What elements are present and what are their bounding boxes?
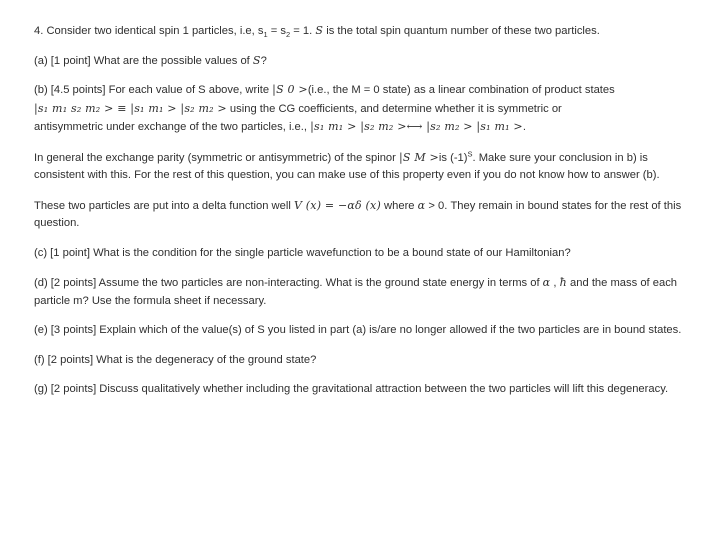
- alpha-symbol: α: [417, 198, 426, 212]
- hbar-symbol: ħ: [559, 276, 567, 289]
- part-b-text: antisymmetric under exchange of the two particles, i.e.,: [34, 121, 311, 133]
- part-d-text: and the mass of each particle m? Use the formula sheet if necessary.: [34, 277, 678, 307]
- subscript: 2: [285, 30, 291, 40]
- part-b-text: .: [522, 121, 526, 133]
- part-b-text: using the CG coefficients, and determine whether it is symmetric or: [226, 102, 562, 115]
- delta-text: > 0. They remain in bound states for the rest of this question.: [34, 199, 682, 229]
- part-a: [34, 52, 689, 71]
- general-text: . Make sure your conclusion in b) is consistent with this. For the rest of this question, you can make use of this property even if you do not know how to answer (b).: [34, 151, 660, 181]
- general-text: In general the exchange parity (symmetric or antisymmetric) of the spinor: [34, 151, 399, 164]
- intro-text: is the total spin quantum number of these two particles.: [323, 25, 600, 37]
- delta-text: where: [380, 199, 418, 212]
- intro-text: = s: [267, 25, 286, 37]
- intro-text: 4. Consider two identical spin 1 particles, i.e, s: [34, 25, 264, 37]
- superscript: S: [467, 148, 473, 158]
- general-parity-note: [34, 149, 689, 185]
- delta-well-setup: [34, 197, 689, 233]
- intro-text: = 1.: [290, 25, 316, 37]
- problem-document: [34, 22, 689, 411]
- part-f: (f) [2 points] What is the degeneracy of the ground state?: [34, 353, 317, 366]
- subscript: 1: [263, 30, 268, 40]
- part-g: (g) [2 points] Discuss qualitatively whether including the gravitational attraction between the two particles will lift this degeneracy.: [34, 383, 669, 395]
- math-symbol: S: [252, 53, 261, 67]
- ket-sm: |S M >: [398, 150, 439, 164]
- part-b: [34, 81, 689, 137]
- part-d-text: ,: [550, 277, 560, 289]
- math-symbol: S: [315, 24, 324, 37]
- part-b-text: (b) [4.5 points] For each value of S above, write: [34, 84, 273, 96]
- alpha-symbol: α: [542, 276, 551, 289]
- potential-expression: V (x) = −αδ (x): [293, 198, 381, 212]
- part-d-text: (d) [2 points] Assume the two particles are non-interacting. What is the ground state energy in terms of: [34, 277, 543, 289]
- part-a-text: (a) [1 point] What are the possible values of: [34, 54, 253, 67]
- part-d: [34, 274, 689, 310]
- part-a-text: ?: [260, 54, 267, 67]
- exchange-relation: |s₁ m₁ > |s₂ m₂ >⟷ |s₂ m₂ > |s₁ m₁ >: [310, 120, 523, 133]
- question-4-intro: [34, 22, 689, 41]
- ket-product-state: |s₁ m₁ s₂ m₂ > ≡ |s₁ m₁ > |s₂ m₂ >: [34, 101, 227, 115]
- part-b-text: (i.e., the M = 0 state) as a linear combination of product states: [307, 84, 615, 96]
- part-e: (e) [3 points] Explain which of the value(s) of S you listed in part (a) is/are no longer allowed if the two particles are in bound states.: [34, 324, 682, 336]
- delta-text: These two particles are put into a delta function well: [34, 199, 294, 212]
- part-c: (c) [1 point] What is the condition for the single particle wavefunction to be a bound state of our Hamiltonian?: [34, 246, 571, 259]
- ket-s0: |S 0 >: [272, 83, 308, 96]
- general-text: is (-1): [438, 151, 468, 164]
